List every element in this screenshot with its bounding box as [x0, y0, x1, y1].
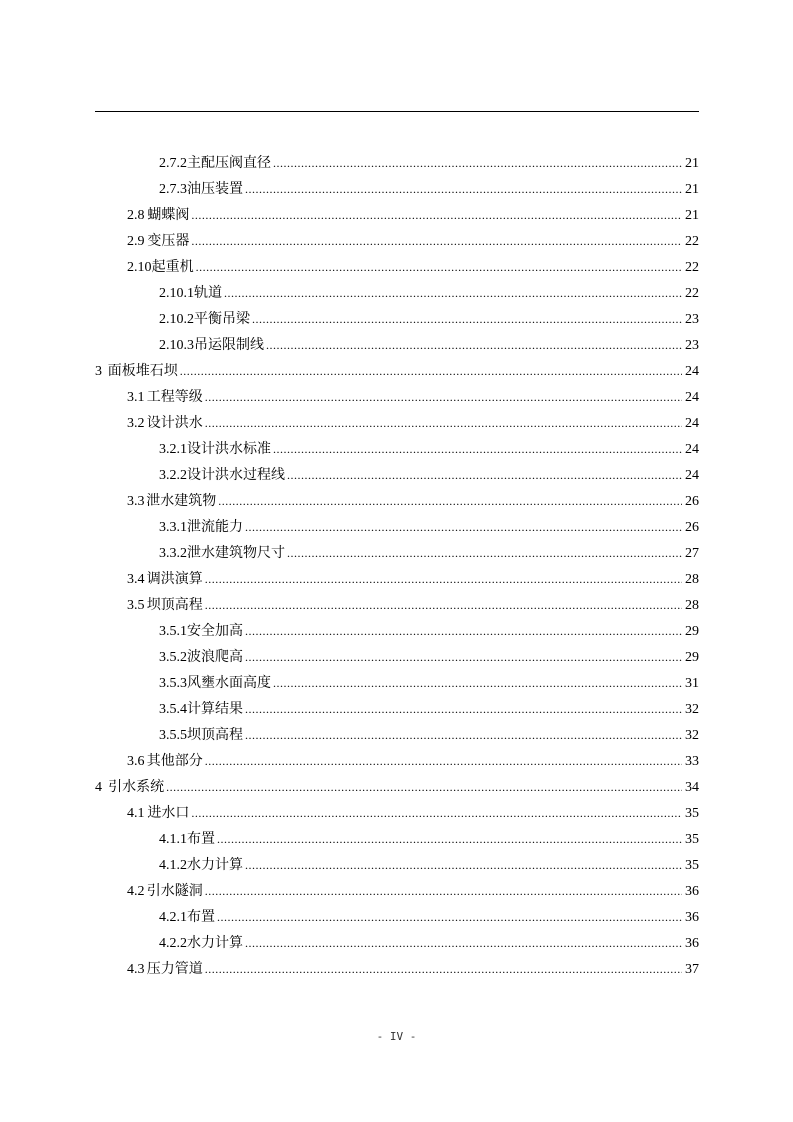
toc-entry-title: 坝顶高程	[187, 728, 243, 743]
toc-entry-number: 3	[95, 364, 102, 379]
toc-entry-number: 3.3.1	[159, 520, 187, 535]
toc-entry-page: 24	[685, 364, 699, 379]
toc-entry-title: 水力计算	[187, 858, 243, 873]
toc-entry-page: 26	[685, 520, 699, 535]
toc-dot-leader	[217, 826, 682, 852]
toc-entry-number: 2.7.3	[159, 182, 187, 197]
toc-dot-leader	[191, 202, 682, 228]
toc-entry-page: 33	[685, 754, 699, 769]
toc-entry[interactable]	[159, 930, 699, 956]
toc-entry-page: 21	[685, 182, 699, 197]
toc-dot-leader	[245, 514, 682, 540]
toc-entry[interactable]	[159, 514, 699, 540]
toc-entry[interactable]	[127, 566, 699, 592]
toc-entry-page: 23	[685, 312, 699, 327]
toc-entry[interactable]	[159, 150, 699, 176]
toc-entry-number: 4.2.1	[159, 910, 187, 925]
toc-entry[interactable]	[159, 332, 699, 358]
toc-entry-title: 压力管道	[146, 962, 203, 977]
toc-entry-number: 3.3	[127, 494, 145, 509]
toc-entry-page: 32	[685, 702, 699, 717]
toc-entry-title: 水力计算	[187, 936, 243, 951]
toc-entry-page: 24	[685, 442, 699, 457]
toc-entry-number: 3.3.2	[159, 546, 187, 561]
toc-entry[interactable]	[159, 540, 699, 566]
toc-dot-leader	[245, 696, 682, 722]
header-rule	[95, 111, 699, 112]
toc-dot-leader	[273, 670, 682, 696]
toc-entry[interactable]	[127, 384, 699, 410]
toc-dot-leader	[245, 930, 682, 956]
toc-entry-page: 31	[685, 676, 699, 691]
toc-entry[interactable]	[159, 904, 699, 930]
toc-entry-number: 3.2	[127, 416, 145, 431]
toc-entry-title: 引水隧洞	[146, 884, 203, 899]
toc-entry-number: 2.7.2	[159, 156, 187, 171]
toc-entry-number: 3.5.2	[159, 650, 187, 665]
toc-entry[interactable]	[127, 592, 699, 618]
toc-entry-page: 36	[685, 884, 699, 899]
toc-entry-number: 2.10.3	[159, 338, 194, 353]
toc-dot-leader	[217, 904, 682, 930]
toc-dot-leader	[287, 462, 682, 488]
toc-entry[interactable]	[127, 228, 699, 254]
toc-entry[interactable]	[159, 618, 699, 644]
toc-entry[interactable]	[159, 670, 699, 696]
toc-entry-page: 36	[685, 910, 699, 925]
toc-entry[interactable]	[127, 748, 699, 774]
toc-entry-title: 计算结果	[187, 702, 243, 717]
toc-entry-number: 3.5.4	[159, 702, 187, 717]
toc-entry-number: 2.9	[127, 234, 145, 249]
toc-entry-title: 主配压阀直径	[187, 156, 271, 171]
toc-entry-page: 35	[685, 806, 699, 821]
toc-entry-number: 3.2.2	[159, 468, 187, 483]
toc-dot-leader	[218, 488, 682, 514]
toc-entry[interactable]	[127, 202, 699, 228]
toc-entry-page: 35	[685, 832, 699, 847]
toc-entry-number: 3.5.1	[159, 624, 187, 639]
toc-entry-number: 3.6	[127, 754, 145, 769]
toc-entry[interactable]	[95, 774, 699, 800]
toc-entry-number: 4.1	[127, 806, 145, 821]
toc-dot-leader	[205, 410, 682, 436]
toc-dot-leader	[191, 800, 682, 826]
toc-entry[interactable]	[127, 878, 699, 904]
toc-entry-number: 3.4	[127, 572, 145, 587]
toc-entry-page: 27	[685, 546, 699, 561]
toc-dot-leader	[180, 358, 682, 384]
toc-entry-page: 22	[685, 260, 699, 275]
toc-dot-leader	[245, 618, 682, 644]
toc-entry[interactable]	[159, 280, 699, 306]
toc-entry-page: 24	[685, 416, 699, 431]
toc-entry-number: 4.1.2	[159, 858, 187, 873]
toc-dot-leader	[245, 644, 682, 670]
toc-entry-title: 风壅水面高度	[187, 676, 271, 691]
toc-dot-leader	[245, 722, 682, 748]
toc-entry-number: 3.2.1	[159, 442, 187, 457]
toc-entry-page: 26	[685, 494, 699, 509]
toc-entry-page: 29	[685, 624, 699, 639]
toc-entry[interactable]	[127, 800, 699, 826]
toc-entry-title: 安全加高	[187, 624, 243, 639]
toc-entry-page: 36	[685, 936, 699, 951]
toc-dot-leader	[273, 150, 682, 176]
toc-entry[interactable]	[159, 462, 699, 488]
toc-dot-leader	[166, 774, 682, 800]
toc-entry-number: 4.2.2	[159, 936, 187, 951]
toc-dot-leader	[205, 748, 682, 774]
toc-entry-number: 4.3	[127, 962, 145, 977]
toc-entry-number: 3.1	[127, 390, 145, 405]
toc-entry-page: 24	[685, 468, 699, 483]
toc-entry[interactable]	[159, 644, 699, 670]
toc-entry[interactable]	[159, 436, 699, 462]
toc-entry[interactable]	[159, 852, 699, 878]
toc-entry-title: 设计洪水标准	[187, 442, 271, 457]
toc-entry-page: 21	[685, 208, 699, 223]
toc-dot-leader	[224, 280, 682, 306]
toc-entry[interactable]	[159, 176, 699, 202]
toc-entry-title: 泄流能力	[187, 520, 243, 535]
toc-entry-title: 其他部分	[146, 754, 203, 769]
toc-dot-leader	[196, 254, 682, 280]
toc-entry-title: 面板堆石坝	[107, 364, 178, 379]
toc-entry-title: 变压器	[147, 234, 190, 249]
toc-entry-page: 23	[685, 338, 699, 353]
toc-entry-number: 3.5.5	[159, 728, 187, 743]
toc-entry[interactable]	[159, 306, 699, 332]
toc-entry-title: 蝴蝶阀	[147, 208, 190, 223]
toc-dot-leader	[252, 306, 682, 332]
toc-dot-leader	[245, 176, 682, 202]
toc-dot-leader	[191, 228, 682, 254]
toc-entry-page: 29	[685, 650, 699, 665]
toc-entry[interactable]	[159, 826, 699, 852]
toc-entry[interactable]	[127, 254, 699, 280]
toc-dot-leader	[205, 384, 682, 410]
toc-entry[interactable]	[127, 410, 699, 436]
toc-entry-number: 3.5	[127, 598, 145, 613]
toc-dot-leader	[266, 332, 682, 358]
toc-entry[interactable]	[95, 358, 699, 384]
toc-entry-number: 4.2	[127, 884, 145, 899]
toc-dot-leader	[205, 592, 682, 618]
toc-entry-number: 4	[95, 780, 102, 795]
toc-entry-page: 35	[685, 858, 699, 873]
toc-entry-number: 2.8	[127, 208, 145, 223]
toc-entry[interactable]	[159, 696, 699, 722]
toc-entry-number: 2.10	[127, 260, 152, 275]
toc-entry-page: 22	[685, 286, 699, 301]
toc-entry-page: 28	[685, 598, 699, 613]
toc-entry-title: 坝顶高程	[146, 598, 203, 613]
toc-dot-leader	[205, 566, 682, 592]
toc-dot-leader	[245, 852, 682, 878]
toc-entry-title: 波浪爬高	[187, 650, 243, 665]
toc-entry-number: 2.10.1	[159, 286, 194, 301]
toc-dot-leader	[205, 878, 682, 904]
toc-entry-title: 平衡吊梁	[194, 312, 250, 327]
toc-dot-leader	[205, 956, 682, 982]
toc-entry-title: 设计洪水过程线	[187, 468, 285, 483]
toc-entry[interactable]	[159, 722, 699, 748]
toc-entry-title: 布置	[187, 832, 215, 847]
toc-entry[interactable]	[127, 488, 699, 514]
toc-entry-title: 布置	[187, 910, 215, 925]
page-number-footer: - IV -	[376, 1030, 417, 1043]
toc-entry-title: 泄水建筑物	[146, 494, 217, 509]
toc-entry-title: 吊运限制线	[194, 338, 264, 353]
toc-entry-number: 4.1.1	[159, 832, 187, 847]
toc-entry-page: 21	[685, 156, 699, 171]
toc-entry-page: 24	[685, 390, 699, 405]
toc-entry[interactable]	[127, 956, 699, 982]
toc-entry-title: 轨道	[194, 286, 222, 301]
toc-entry-title: 引水系统	[108, 780, 165, 795]
toc-dot-leader	[287, 540, 682, 566]
toc-entry-page: 37	[685, 962, 699, 977]
toc-entry-page: 28	[685, 572, 699, 587]
toc-entry-page: 34	[685, 780, 699, 795]
toc-entry-title: 进水口	[147, 806, 190, 821]
toc-entry-page: 22	[685, 234, 699, 249]
toc-dot-leader	[273, 436, 682, 462]
toc-entry-title: 工程等级	[146, 390, 203, 405]
toc-entry-title: 泄水建筑物尺寸	[187, 546, 285, 561]
toc-entry-number: 3.5.3	[159, 676, 187, 691]
toc-entry-title: 油压装置	[187, 182, 243, 197]
toc-entry-title: 起重机	[151, 260, 194, 275]
toc-entry-number: 2.10.2	[159, 312, 194, 327]
toc-entry-page: 32	[685, 728, 699, 743]
toc-entry-title: 设计洪水	[146, 416, 203, 431]
toc-entry-title: 调洪演算	[146, 572, 203, 587]
